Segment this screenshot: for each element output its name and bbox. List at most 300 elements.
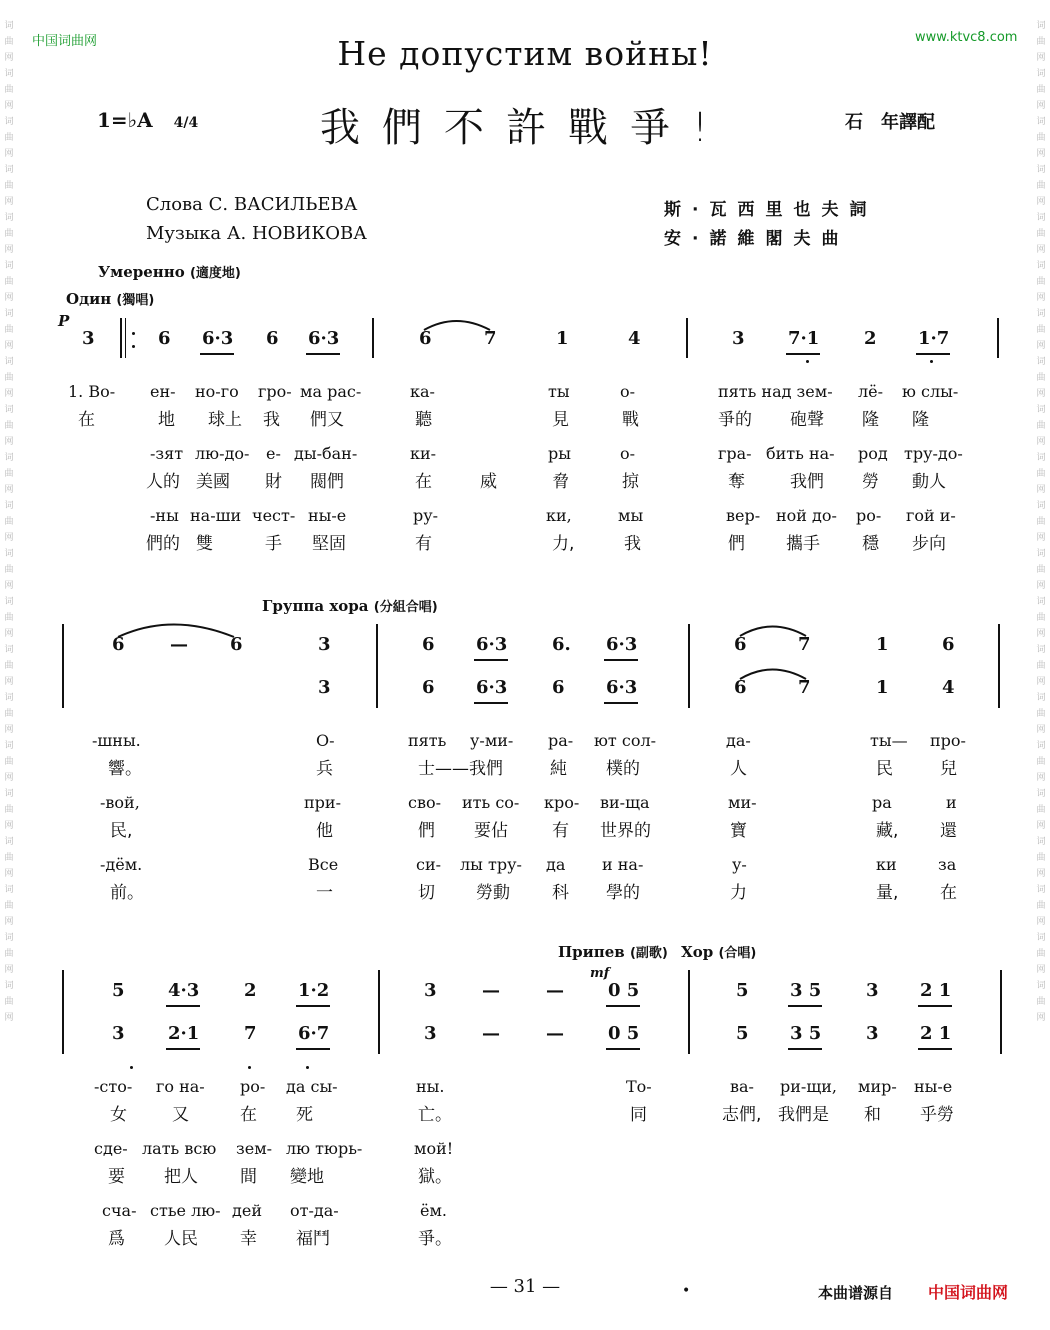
- lyric-ru: гра-: [718, 444, 752, 463]
- lyric-ru: ен-: [150, 382, 176, 401]
- note: 6·7: [298, 1023, 330, 1044]
- watermark-char: 曲: [4, 469, 14, 479]
- watermark-char: 网: [1036, 197, 1046, 207]
- lyric-cn: 戰: [622, 410, 639, 430]
- lyric-cn: 勞: [862, 472, 879, 492]
- lyric-cn: 在: [240, 1105, 257, 1125]
- watermark-char: 词: [4, 117, 14, 127]
- lyric-cn: 女: [110, 1105, 127, 1125]
- lyric-cn: 幸: [240, 1229, 257, 1249]
- watermark-char: 网: [1036, 629, 1046, 639]
- watermark-char: 曲: [4, 757, 14, 767]
- lyric-ru: -дём.: [100, 855, 143, 874]
- note: 6·3: [606, 634, 638, 655]
- lyric-ru: лю-до-: [195, 444, 250, 463]
- watermark-char: 曲: [1036, 661, 1046, 671]
- watermark-char: 网: [1036, 1013, 1046, 1023]
- lyric-ru: про-: [930, 731, 966, 750]
- watermark-char: 词: [1036, 741, 1046, 751]
- lyric-ru: ны-е: [308, 506, 347, 525]
- watermark-char: 词: [1036, 645, 1046, 655]
- lyric-ru: ка-: [410, 382, 435, 401]
- watermark-char: 曲: [1036, 901, 1046, 911]
- note: 3: [424, 980, 437, 1001]
- lyric-ru: ны-е: [914, 1077, 953, 1096]
- watermark-char: 词: [4, 261, 14, 271]
- lyric-cn: 學的: [606, 883, 640, 903]
- watermark-char: 网: [4, 245, 14, 255]
- watermark-char: 词: [4, 21, 14, 31]
- right-site-url[interactable]: www.ktvc8.com: [915, 30, 1018, 45]
- lyric-cn: 死: [296, 1105, 313, 1125]
- note: 6: [942, 634, 955, 655]
- lyric-cn: 有: [552, 821, 569, 841]
- words-credit-cn: 斯·瓦西里也夫詞: [664, 200, 878, 220]
- note: 3: [424, 1023, 437, 1044]
- dynamic-mezzo-forte: mf: [590, 966, 610, 981]
- note: 0 5: [608, 1023, 640, 1044]
- note: —: [546, 1023, 564, 1044]
- lyric-cn: 人民: [164, 1229, 198, 1249]
- note: 6: [112, 634, 125, 655]
- lyric-ru: на-ши: [190, 506, 242, 525]
- title-chinese: 我們不許戰爭!: [319, 105, 731, 151]
- note: 3: [82, 328, 95, 349]
- lyric-ru: да-: [726, 731, 751, 750]
- watermark-char: 网: [4, 437, 14, 447]
- refrain-choir-ru: Хор: [681, 943, 714, 961]
- footer-site[interactable]: 中国词曲网: [928, 1283, 1009, 1302]
- watermark-char: 网: [1036, 149, 1046, 159]
- lyric-cn: 要: [108, 1167, 125, 1187]
- lyric-cn: 福鬥: [296, 1229, 330, 1249]
- lyric-cn: 兵: [316, 759, 333, 779]
- translator: 石 年譯配: [845, 112, 935, 133]
- watermark-char: 网: [1036, 53, 1046, 63]
- watermark-char: 网: [1036, 437, 1046, 447]
- lyric-ru: ра: [872, 793, 892, 812]
- lyric-cn: 有: [415, 534, 432, 554]
- watermark-char: 曲: [4, 517, 14, 527]
- watermark-char: 网: [4, 101, 14, 111]
- lyric-cn: 爭的: [718, 410, 752, 430]
- note: 3: [732, 328, 745, 349]
- note: 6·3: [476, 634, 508, 655]
- lyric-ru: лы тру-: [460, 855, 522, 874]
- watermark-char: 词: [1036, 213, 1046, 223]
- watermark-char: 词: [1036, 309, 1046, 319]
- lyric-cn: 動人: [912, 472, 946, 492]
- lyric-cn: 隆: [862, 410, 879, 430]
- watermark-char: 词: [1036, 837, 1046, 847]
- note: 4·3: [168, 980, 200, 1001]
- watermark-char: 网: [4, 485, 14, 495]
- lyric-ru: -вой,: [100, 793, 140, 812]
- watermark-char: 网: [1036, 245, 1046, 255]
- lyric-cn: 民: [876, 759, 893, 779]
- watermark-char: 词: [1036, 357, 1046, 367]
- lyric-ru: ру-: [413, 506, 439, 525]
- watermark-char: 网: [1036, 677, 1046, 687]
- watermark-char: 网: [4, 581, 14, 591]
- watermark-char: 词: [4, 693, 14, 703]
- watermark-char: 网: [4, 773, 14, 783]
- lyric-cn: 掠: [622, 472, 639, 492]
- note: —: [546, 980, 564, 1001]
- watermark-char: 曲: [1036, 757, 1046, 767]
- lyric-cn: 攜手: [786, 534, 820, 554]
- lyric-cn: 雙: [196, 534, 213, 554]
- lyric-ru: ём.: [420, 1201, 447, 1220]
- solo-cn: (獨唱): [116, 293, 155, 308]
- lyric-ru: ки: [876, 855, 897, 874]
- lyric-ru: -ны: [150, 506, 179, 525]
- note: 6: [158, 328, 171, 349]
- note: 2: [244, 980, 257, 1001]
- lyric-ru: ны.: [416, 1077, 445, 1096]
- lyric-cn: 響。: [108, 759, 142, 779]
- footer-dot: •: [682, 1283, 691, 1299]
- lyric-ru: при-: [304, 793, 341, 812]
- lyric-cn: 們: [728, 534, 745, 554]
- lyric-cn: 和: [864, 1105, 881, 1125]
- watermark-char: 曲: [1036, 421, 1046, 431]
- time-signature: 4/4: [173, 115, 199, 131]
- watermark-char: 词: [4, 501, 14, 511]
- note: 6: [422, 677, 435, 698]
- lyric-ru: зем-: [236, 1139, 273, 1158]
- watermark-char: 曲: [1036, 325, 1046, 335]
- watermark-char: 曲: [1036, 997, 1046, 1007]
- note: 6: [266, 328, 279, 349]
- lyric-cn: 見: [552, 410, 569, 430]
- watermark-char: 词: [1036, 405, 1046, 415]
- lyric-cn: 威: [480, 472, 497, 492]
- watermark-char: 曲: [1036, 277, 1046, 287]
- watermark-char: 词: [4, 357, 14, 367]
- watermark-char: 网: [1036, 581, 1046, 591]
- note: 6·3: [202, 328, 234, 349]
- lyric-cn: 我們是: [778, 1105, 829, 1125]
- music-credit-cn: 安·諾維閣夫曲: [664, 229, 850, 249]
- lyric-cn: 世界的: [600, 821, 651, 841]
- watermark-char: 网: [4, 677, 14, 687]
- lyric-cn: 奪: [728, 472, 745, 492]
- note: 6: [419, 328, 432, 349]
- watermark-char: 词: [1036, 117, 1046, 127]
- watermark-char: 网: [4, 149, 14, 159]
- watermark-char: 网: [4, 389, 14, 399]
- lyric-ru: ма рас-: [300, 382, 362, 401]
- lyric-ru: ю слы-: [902, 382, 959, 401]
- lyric-cn: 砲聲: [790, 410, 824, 430]
- note: 5: [736, 1023, 749, 1044]
- watermark-char: 词: [1036, 885, 1046, 895]
- slur-1: [424, 321, 490, 330]
- lyric-ru: и на-: [602, 855, 644, 874]
- lyric-cn: 寶: [730, 821, 747, 841]
- tempo-cn: (適度地): [189, 266, 241, 281]
- watermark-char: 词: [4, 69, 14, 79]
- watermark-char: 网: [1036, 869, 1046, 879]
- watermark-char: 曲: [4, 421, 14, 431]
- watermark-char: 网: [4, 869, 14, 879]
- lyric-cn: 切: [418, 883, 435, 903]
- lyric-cn: 財: [265, 472, 282, 492]
- lyric-ru: ра-: [548, 731, 574, 750]
- watermark-char: 曲: [4, 181, 14, 191]
- lyric-ru: пять: [408, 731, 447, 750]
- note: 4: [942, 677, 955, 698]
- watermark-char: 曲: [1036, 805, 1046, 815]
- refrain-choir-cn: (合唱): [718, 946, 757, 961]
- slur-3: [740, 627, 806, 637]
- watermark-char: 词: [1036, 21, 1046, 31]
- lyric-cn: 志們,: [722, 1105, 762, 1125]
- lyric-cn: 兒: [940, 759, 957, 779]
- lyric-cn: 穩: [862, 534, 879, 554]
- watermark-char: 网: [4, 1013, 14, 1023]
- note: 6.: [552, 634, 571, 655]
- note: 6·3: [476, 677, 508, 698]
- lyric-ru: -зят: [150, 444, 184, 463]
- watermark-char: 网: [1036, 773, 1046, 783]
- lyric-cn: 樸的: [606, 759, 640, 779]
- music-credit-ru: Музыка А. НОВИКОВА: [146, 223, 367, 244]
- lyric-cn: 在: [940, 883, 957, 903]
- note: 3 5: [790, 1023, 822, 1044]
- watermark-char: 词: [1036, 789, 1046, 799]
- lyric-ru: То-: [626, 1077, 652, 1096]
- watermark-char: 词: [1036, 549, 1046, 559]
- watermark-char: 网: [4, 821, 14, 831]
- lyric-ru: чест-: [252, 506, 296, 525]
- lyric-cn: 量,: [876, 883, 899, 903]
- note: 3: [866, 1023, 879, 1044]
- watermark-char: 曲: [4, 805, 14, 815]
- watermark-char: 词: [1036, 933, 1046, 943]
- watermark-char: 网: [1036, 725, 1046, 735]
- watermark-char: 词: [4, 405, 14, 415]
- lyric-ru: ить со-: [462, 793, 520, 812]
- lyric-ru: си-: [416, 855, 442, 874]
- lyric-cn: 民,: [110, 821, 133, 841]
- watermark-char: 词: [4, 933, 14, 943]
- left-site-label: 中国词曲网: [32, 34, 98, 49]
- watermark-char: 词: [4, 309, 14, 319]
- tempo-ru: Умеренно: [98, 263, 185, 281]
- watermark-char: 曲: [4, 853, 14, 863]
- lyric-cn: 又: [172, 1105, 189, 1125]
- watermark-char: 网: [1036, 341, 1046, 351]
- note: 7·1: [788, 328, 820, 349]
- lyric-cn: 脅: [552, 472, 569, 492]
- note: 6: [422, 634, 435, 655]
- lyric-ru: ки,: [546, 506, 572, 525]
- watermark-char: 词: [1036, 261, 1046, 271]
- title-russian: Не допустим войны!: [337, 34, 713, 73]
- lyric-ru: лё-: [858, 382, 884, 401]
- lyric-cn: 堅固: [312, 534, 346, 554]
- lyric-cn: 手: [265, 534, 282, 554]
- lyric-cn: 一: [316, 883, 333, 903]
- watermark-char: 网: [4, 197, 14, 207]
- lyric-cn: 步向: [912, 534, 946, 554]
- lyric-ru: ки-: [410, 444, 437, 463]
- watermark-char: 曲: [1036, 181, 1046, 191]
- watermark-char: 网: [1036, 389, 1046, 399]
- lyric-ru: ты—: [870, 731, 908, 750]
- note: —: [482, 980, 500, 1001]
- watermark-char: 曲: [4, 37, 14, 47]
- lyric-cn: 勞動: [476, 883, 510, 903]
- lyric-ru: но-го: [195, 382, 239, 401]
- watermark-char: 曲: [4, 949, 14, 959]
- watermark-char: 网: [4, 53, 14, 63]
- lyric-ru: лю тюрь-: [286, 1139, 363, 1158]
- watermark-char: 曲: [4, 85, 14, 95]
- solo-ru: Один: [66, 290, 112, 308]
- watermark-char: 曲: [4, 325, 14, 335]
- lyric-ru: ви-ща: [600, 793, 650, 812]
- lyric-cn: 球上: [208, 410, 242, 430]
- watermark-char: 词: [1036, 597, 1046, 607]
- lyric-ru: ды-бан-: [294, 444, 358, 463]
- lyric-cn: 爭。: [418, 1229, 452, 1249]
- lyric-ru: ро-: [240, 1077, 266, 1096]
- lyric-cn: 聽: [415, 410, 432, 430]
- lyric-cn: 科: [552, 883, 569, 903]
- note: 2 1: [920, 1023, 952, 1044]
- lyric-cn: 還: [940, 821, 957, 841]
- watermark-char: 曲: [1036, 133, 1046, 143]
- note: 1·2: [298, 980, 330, 1001]
- note: 1: [556, 328, 569, 349]
- lyric-cn: 把人: [164, 1167, 198, 1187]
- lyric-cn: 人的: [146, 472, 180, 492]
- lyric-ru: гро-: [258, 382, 292, 401]
- note: 7: [798, 677, 811, 698]
- watermark-char: 网: [4, 725, 14, 735]
- slur-4: [740, 670, 806, 680]
- lyric-ru: -шны.: [92, 731, 141, 750]
- lyric-cn: 力,: [552, 534, 575, 554]
- lyric-cn: 同: [630, 1105, 647, 1125]
- lyric-cn: 藏,: [876, 821, 899, 841]
- watermark-char: 网: [4, 965, 14, 975]
- watermark-char: 词: [1036, 693, 1046, 703]
- lyric-ru: лать всю: [142, 1139, 217, 1158]
- lyric-cn: 們的: [146, 534, 180, 554]
- watermark-char: 词: [4, 645, 14, 655]
- note: 3: [318, 677, 331, 698]
- watermark-char: 网: [4, 533, 14, 543]
- lyric-cn: 乎勞: [920, 1105, 954, 1125]
- watermark-char: 曲: [1036, 373, 1046, 383]
- note: 2 1: [920, 980, 952, 1001]
- lyric-ru: сво-: [408, 793, 442, 812]
- watermark-char: 词: [4, 885, 14, 895]
- lyric-ru: ной до-: [776, 506, 837, 525]
- watermark-char: 词: [4, 789, 14, 799]
- refrain-ru: Припев: [558, 943, 625, 961]
- choir-group-ru: Группа хора: [262, 597, 369, 615]
- watermark-char: 词: [4, 213, 14, 223]
- lyric-ru: о-: [620, 382, 636, 401]
- lyric-ru: у-: [732, 855, 747, 874]
- lyric-ru: -сто-: [94, 1077, 133, 1096]
- watermark-char: 词: [4, 165, 14, 175]
- watermark-char: 词: [4, 549, 14, 559]
- lyric-ru: и: [946, 793, 957, 812]
- lyric-ru: сде-: [94, 1139, 128, 1158]
- lyric-ru: за: [938, 855, 957, 874]
- lyric-ru: у-ми-: [470, 731, 514, 750]
- watermark-char: 曲: [4, 997, 14, 1007]
- watermark-char: 曲: [4, 565, 14, 575]
- lyric-ru: 1. Во-: [68, 382, 116, 401]
- watermark-char: 曲: [4, 277, 14, 287]
- lyric-ru: пять над зем-: [718, 382, 833, 401]
- lyric-cn: 亡。: [418, 1105, 452, 1125]
- lyric-ru: е-: [266, 444, 281, 463]
- lyric-ru: да сы-: [286, 1077, 338, 1096]
- watermark-char: 网: [4, 917, 14, 927]
- watermark-char: 网: [1036, 533, 1046, 543]
- lyric-cn: 前。: [110, 883, 144, 903]
- watermark-char: 曲: [1036, 709, 1046, 719]
- lyric-cn: 他: [316, 821, 333, 841]
- footer-source: 本曲谱源自: [818, 1284, 894, 1302]
- lyric-cn: 爲: [108, 1229, 125, 1249]
- lyric-cn: 力: [730, 883, 747, 903]
- lyric-cn: 我: [263, 410, 280, 430]
- lyric-cn: 隆: [912, 410, 929, 430]
- watermark-char: 曲: [4, 901, 14, 911]
- lyric-ru: ры: [548, 444, 571, 463]
- watermark-char: 词: [4, 741, 14, 751]
- lyric-ru: бить на-: [766, 444, 835, 463]
- watermark-char: 网: [4, 341, 14, 351]
- lyric-ru: ва-: [730, 1077, 754, 1096]
- watermark-char: 词: [4, 837, 14, 847]
- watermark-char: 词: [4, 981, 14, 991]
- lyric-cn: 我: [624, 534, 641, 554]
- watermark-char: 曲: [4, 133, 14, 143]
- lyric-cn: 在: [78, 410, 95, 430]
- note: 6: [734, 677, 747, 698]
- watermark-char: 词: [1036, 165, 1046, 175]
- note: 6: [552, 677, 565, 698]
- lyric-cn: 要佔: [474, 821, 508, 841]
- watermark-char: 曲: [1036, 517, 1046, 527]
- lyric-cn: 純: [550, 759, 567, 779]
- note: 3 5: [790, 980, 822, 1001]
- note: —: [482, 1023, 500, 1044]
- watermark-char: 词: [1036, 501, 1046, 511]
- words-credit-ru: Слова С. ВАСИЛЬЕВА: [146, 194, 358, 215]
- lyric-ru: гой и-: [906, 506, 956, 525]
- note: 6: [734, 634, 747, 655]
- lyric-cn: 變地: [290, 1167, 324, 1187]
- lyric-ru: дей: [232, 1201, 262, 1220]
- note: 5: [112, 980, 125, 1001]
- lyric-cn: 間: [240, 1167, 257, 1187]
- watermark-char: 词: [1036, 981, 1046, 991]
- note: 2: [864, 328, 877, 349]
- note: 6·3: [606, 677, 638, 698]
- watermark-char: 曲: [1036, 949, 1046, 959]
